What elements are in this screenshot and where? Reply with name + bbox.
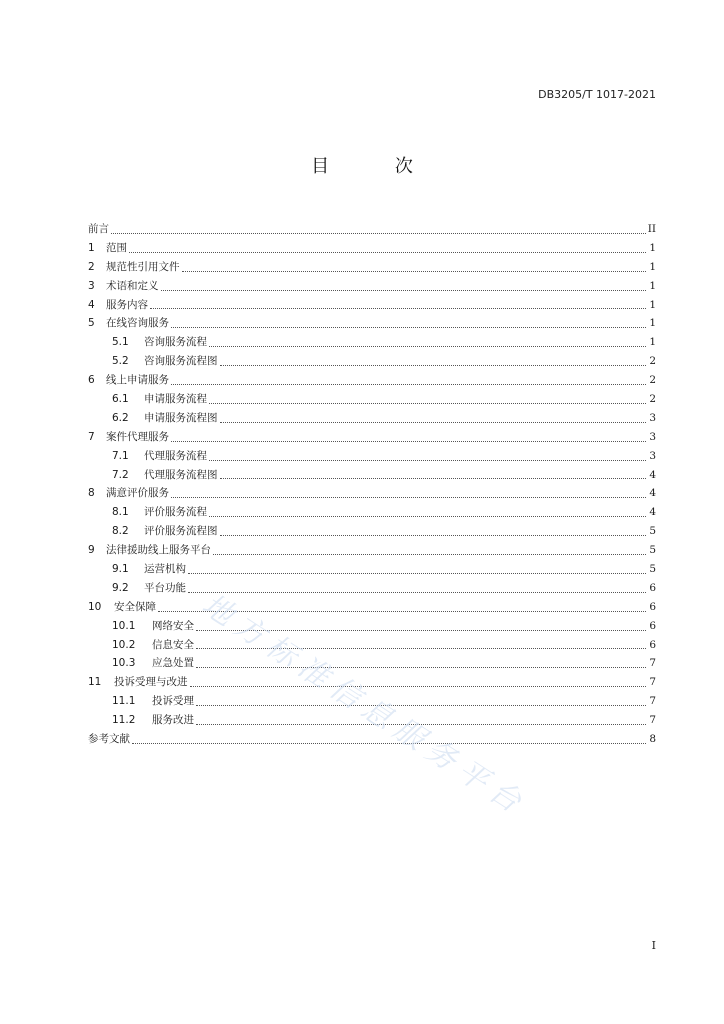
toc-entry-label: 网络安全 xyxy=(152,619,194,632)
toc-entry[interactable] xyxy=(88,503,656,522)
toc-entry-number: 2 xyxy=(88,260,95,273)
toc-entry-number: 7 xyxy=(88,430,95,443)
toc-entry[interactable] xyxy=(88,466,656,485)
toc-entry-label: 代理服务流程 xyxy=(144,449,207,462)
toc-entry-label: 评价服务流程图 xyxy=(144,525,218,538)
toc-entry-number: 11.1 xyxy=(112,695,136,708)
toc-entry-number: 5.2 xyxy=(112,355,129,368)
toc-entry-page: 2 xyxy=(649,374,656,387)
toc-entry-label: 满意评价服务 xyxy=(106,487,169,500)
toc-entry-page: 4 xyxy=(649,487,656,500)
toc-entry-number: 5.1 xyxy=(112,336,129,349)
toc-dot-leader xyxy=(111,232,646,234)
toc-dot-leader xyxy=(190,685,647,687)
toc-entry-number: 9 xyxy=(88,544,95,557)
toc-dot-leader xyxy=(188,572,646,574)
toc-dot-leader xyxy=(171,440,646,442)
toc-entry[interactable] xyxy=(88,277,656,296)
toc-entry-page: 7 xyxy=(649,676,656,689)
toc-entry-number: 8.1 xyxy=(112,506,129,519)
toc-entry-label: 投诉受理 xyxy=(152,695,194,708)
toc-dot-leader xyxy=(196,666,646,668)
toc-entry[interactable] xyxy=(88,409,656,428)
toc-entry-number: 6 xyxy=(88,374,95,387)
toc-entry-page: 3 xyxy=(649,430,656,443)
toc-entry[interactable] xyxy=(88,447,656,466)
toc-dot-leader xyxy=(220,364,647,366)
toc-entry[interactable] xyxy=(88,617,656,636)
document-code: DB3205/T 1017-2021 xyxy=(538,88,656,101)
table-of-contents xyxy=(88,220,656,749)
toc-entry[interactable] xyxy=(88,352,656,371)
toc-dot-leader xyxy=(182,270,647,272)
toc-entry[interactable] xyxy=(88,258,656,277)
toc-entry-number: 10.3 xyxy=(112,657,136,670)
toc-entry-page: 7 xyxy=(649,714,656,727)
toc-entry[interactable] xyxy=(88,636,656,655)
toc-entry-page: 6 xyxy=(649,638,656,651)
toc-entry-page: 5 xyxy=(649,563,656,576)
toc-entry[interactable] xyxy=(88,541,656,560)
toc-dot-leader xyxy=(209,515,646,517)
toc-entry-page: 1 xyxy=(649,279,656,292)
watermark-text: 地方标准信息服务平台 xyxy=(195,587,534,824)
toc-entry-label: 平台功能 xyxy=(144,581,186,594)
toc-entry-page: 3 xyxy=(649,449,656,462)
toc-entry[interactable] xyxy=(88,692,656,711)
toc-entry[interactable] xyxy=(88,390,656,409)
toc-entry[interactable] xyxy=(88,484,656,503)
toc-entry-label: 申请服务流程图 xyxy=(144,411,218,424)
toc-entry-number: 8.2 xyxy=(112,525,129,538)
toc-entry-number: 11.2 xyxy=(112,714,136,727)
toc-entry-number: 10.2 xyxy=(112,638,136,651)
toc-entry-page: 6 xyxy=(649,600,656,613)
toc-entry-number: 3 xyxy=(88,279,95,292)
toc-dot-leader xyxy=(129,251,646,253)
toc-dot-leader xyxy=(132,742,646,744)
toc-entry[interactable] xyxy=(88,220,656,239)
toc-entry-label: 信息安全 xyxy=(152,638,194,651)
toc-entry-label: 案件代理服务 xyxy=(106,430,169,443)
toc-entry-number: 4 xyxy=(88,298,95,311)
toc-entry-label: 规范性引用文件 xyxy=(106,260,180,273)
toc-entry-page: 7 xyxy=(649,657,656,670)
toc-entry-page: 4 xyxy=(649,468,656,481)
toc-entry-label: 前言 xyxy=(88,223,109,235)
toc-entry-label: 在线咨询服务 xyxy=(106,317,169,330)
toc-dot-leader xyxy=(209,402,646,404)
toc-entry-number: 7.2 xyxy=(112,468,129,481)
toc-entry-page: 1 xyxy=(649,260,656,273)
toc-entry[interactable] xyxy=(88,579,656,598)
toc-dot-leader xyxy=(188,591,646,593)
toc-entry-label: 服务内容 xyxy=(106,298,148,311)
toc-entry-label: 服务改进 xyxy=(152,714,194,727)
toc-entry-label: 运营机构 xyxy=(144,563,186,576)
toc-entry-label: 评价服务流程 xyxy=(144,506,207,519)
toc-entry[interactable] xyxy=(88,598,656,617)
toc-dot-leader xyxy=(171,383,646,385)
toc-dot-leader xyxy=(171,326,646,328)
toc-entry[interactable] xyxy=(88,296,656,315)
toc-entry-page: 6 xyxy=(649,581,656,594)
toc-entry-label: 咨询服务流程图 xyxy=(144,355,218,368)
toc-entry[interactable] xyxy=(88,711,656,730)
toc-dot-leader xyxy=(209,345,646,347)
toc-entry-page: 4 xyxy=(649,506,656,519)
toc-dot-leader xyxy=(220,534,647,536)
toc-entry-number: 5 xyxy=(88,317,95,330)
page-title: 目 次 xyxy=(311,156,443,177)
toc-entry-page: 1 xyxy=(649,336,656,349)
toc-entry-label: 安全保障 xyxy=(114,600,156,613)
toc-dot-leader xyxy=(196,723,646,725)
toc-dot-leader xyxy=(158,610,646,612)
toc-entry-number: 11 xyxy=(88,676,102,689)
toc-dot-leader xyxy=(171,496,646,498)
toc-entry-number: 6.2 xyxy=(112,411,129,424)
toc-entry[interactable] xyxy=(88,239,656,258)
toc-entry-number: 9.2 xyxy=(112,581,129,594)
toc-entry-number: 9.1 xyxy=(112,563,129,576)
toc-entry-page: II xyxy=(647,223,656,235)
toc-entry-number: 6.1 xyxy=(112,393,129,406)
toc-dot-leader xyxy=(196,647,646,649)
toc-entry[interactable] xyxy=(88,560,656,579)
toc-dot-leader xyxy=(213,553,646,555)
toc-entry-page: 5 xyxy=(649,525,656,538)
toc-entry-label: 咨询服务流程 xyxy=(144,336,207,349)
toc-entry[interactable] xyxy=(88,673,656,692)
toc-entry[interactable] xyxy=(88,371,656,390)
toc-entry-number: 1 xyxy=(88,241,95,254)
toc-entry-label: 参考文献 xyxy=(88,733,130,746)
toc-entry-page: 3 xyxy=(649,411,656,424)
toc-entry-page: 6 xyxy=(649,619,656,632)
toc-dot-leader xyxy=(209,459,646,461)
toc-entry-page: 5 xyxy=(649,544,656,557)
toc-entry-label: 应急处置 xyxy=(152,657,194,670)
toc-dot-leader xyxy=(220,421,647,423)
toc-dot-leader xyxy=(161,289,647,291)
toc-entry[interactable] xyxy=(88,730,656,749)
page-number: I xyxy=(651,939,656,952)
toc-entry[interactable] xyxy=(88,654,656,673)
toc-dot-leader xyxy=(150,307,646,309)
toc-entry-page: 1 xyxy=(649,317,656,330)
toc-entry-number: 7.1 xyxy=(112,449,129,462)
toc-entry-label: 术语和定义 xyxy=(106,279,159,292)
toc-entry-page: 2 xyxy=(649,355,656,368)
toc-entry-label: 投诉受理与改进 xyxy=(114,676,188,689)
toc-entry-page: 7 xyxy=(649,695,656,708)
toc-entry-number: 8 xyxy=(88,487,95,500)
toc-entry-page: 1 xyxy=(649,241,656,254)
toc-entry-label: 线上申请服务 xyxy=(106,374,169,387)
toc-entry[interactable] xyxy=(88,522,656,541)
toc-dot-leader xyxy=(196,704,646,706)
toc-entry[interactable] xyxy=(88,428,656,447)
toc-entry-label: 法律援助线上服务平台 xyxy=(106,544,211,557)
toc-entry-label: 代理服务流程图 xyxy=(144,468,218,481)
toc-entry-label: 范围 xyxy=(106,241,127,254)
toc-entry[interactable] xyxy=(88,314,656,333)
toc-entry-page: 2 xyxy=(649,393,656,406)
toc-dot-leader xyxy=(196,629,646,631)
toc-entry[interactable] xyxy=(88,333,656,352)
toc-entry-number: 10 xyxy=(88,600,102,613)
toc-entry-page: 8 xyxy=(649,733,656,746)
toc-dot-leader xyxy=(220,477,647,479)
toc-entry-page: 1 xyxy=(649,298,656,311)
toc-entry-number: 10.1 xyxy=(112,619,136,632)
toc-entry-label: 申请服务流程 xyxy=(144,393,207,406)
